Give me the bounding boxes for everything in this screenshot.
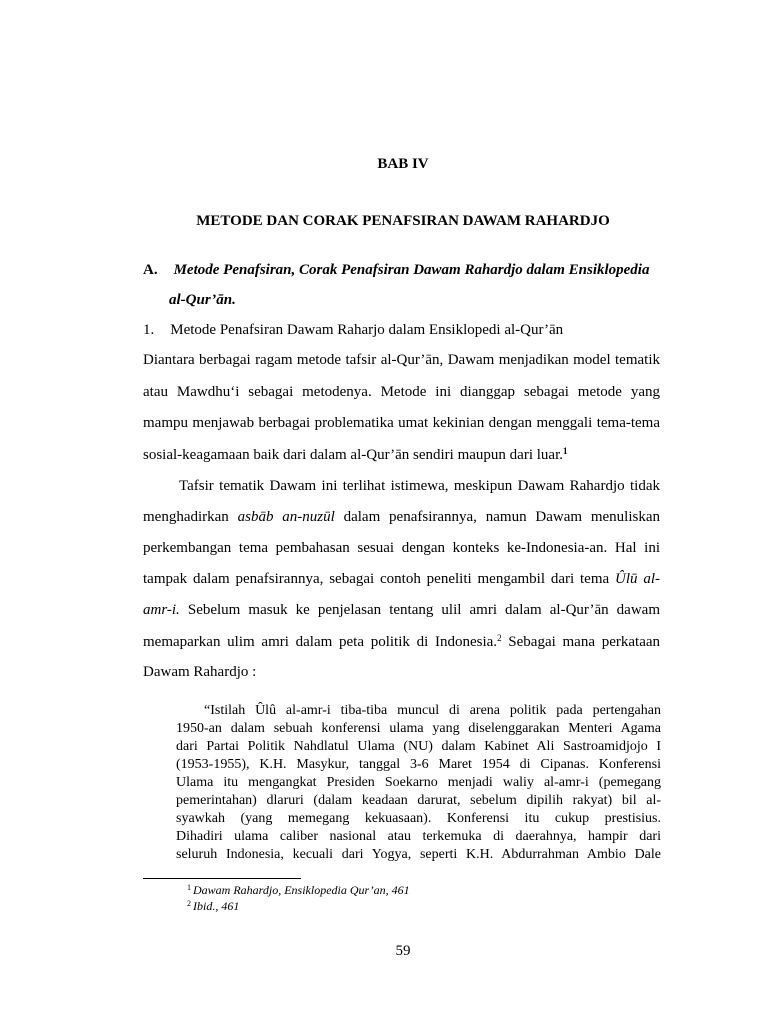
footnote-separator <box>143 878 301 879</box>
body-text: tampak dalam penafsirannya, sebagai contoh peneliti mengambil dari tema <box>143 571 610 587</box>
italic-term: Ûlū al- <box>615 571 661 587</box>
quote-line: “Istilah Ûlû al-amr-i tiba-tiba muncul di arena politik pada pertengahan <box>204 703 661 718</box>
body-line: Tafsir tematik Dawam ini terlihat istimewa, meskipun Dawam Rahardjo tidak <box>179 478 660 494</box>
footnote-ref: 1 <box>563 446 568 456</box>
body-text: Sebagai mana perkataan <box>508 634 661 650</box>
body-line: Diantara berbagai ragam metode tafsir al-Qur’ān, Dawam menjadikan model tematik <box>143 352 660 368</box>
footnote-number: 2 <box>187 899 191 908</box>
body-line: atau Mawdhu‘i sebagai metodenya. Metode ini dianggap sebagai metode yang <box>143 384 660 400</box>
quote-line: pemerintahan) dlaruri (dalam keadaan darurat, sebelum dipilih rakyat) bil al- <box>176 793 661 808</box>
body-text: Sebelum masuk ke penjelasan tentang ulil amri dalam al-Qur’ān dawam <box>187 602 660 618</box>
subsection-marker: 1. <box>143 322 155 338</box>
chapter-title: METODE DAN CORAK PENAFSIRAN DAWAM RAHARDJO <box>196 213 610 229</box>
body-line <box>143 602 660 619</box>
body-line <box>143 571 660 588</box>
body-text: memaparkan ulim amri dalam peta politik di Indonesia.$^2$ <box>143 633 502 650</box>
italic-term: asbāb an-nuzūl <box>237 509 335 525</box>
quote-line: dari Partai Politik Nahdlatul Ulama (NU) dalam Kabinet Ali Sastroamidjojo I <box>176 739 661 754</box>
body-line: perkembangan tema pembahasan sesuai dengan konteks ke-Indonesia-an. Hal ini <box>143 540 660 556</box>
section-title-line-1: Metode Penafsiran, Corak Penafsiran Dawam Rahardjo dalam Ensiklopedia <box>173 262 650 278</box>
footnote-text: Dawam Rahardjo, Ensiklopedia Qur’an, 461 <box>193 883 410 897</box>
footnote-ref: 2 <box>497 633 502 643</box>
body-text: sosial-keagamaan baik dari dalam al-Qur’ān sendiri maupun dari luar. <box>143 447 563 463</box>
section-a-heading <box>143 262 649 279</box>
footnote <box>187 883 410 898</box>
body-text: dalam penafsirannya, namun Dawam menuliskan <box>343 509 660 525</box>
body-line: mampu menjawab berbagai problematika umat kekinian dengan menggali tema-tema <box>143 415 660 431</box>
quote-line: syawkah (yang memegang kekuasaan). Konferensi itu cukup prestisius. <box>176 811 661 826</box>
quote-line: seluruh Indonesia, kecuali dari Yogya, seperti K.H. Abdurrahman Ambio Dale <box>176 847 661 862</box>
subsection-title: Metode Penafsiran Dawam Raharjo dalam Ensiklopedi al-Qur’ān <box>170 322 564 338</box>
quote-line: Dihadiri ulama caliber nasional atau terkemuka di daerahnya, hampir dari <box>176 829 661 844</box>
footnote-number: 1 <box>187 883 191 892</box>
chapter-heading: BAB IV <box>377 156 429 172</box>
page-number: 59 <box>395 943 411 959</box>
body-line <box>143 633 660 651</box>
footnote <box>187 899 239 914</box>
section-marker: A. <box>143 262 158 278</box>
subsection-1-heading <box>143 322 563 339</box>
quote-line: 1950-an dalam sebuah konferensi ulama yang diselenggarakan Menteri Agama <box>176 721 661 736</box>
footnote-text: Ibid., 461 <box>193 899 240 913</box>
section-title-line-2: al-Qur’ān. <box>169 292 236 308</box>
body-line <box>143 446 660 464</box>
body-text: menghadirkan <box>143 509 229 525</box>
quote-line: (1953-1955), K.H. Masykur, tanggal 3-6 Maret 1954 di Cipanas. Konferensi <box>176 757 661 772</box>
italic-term: amr-i. <box>143 602 180 618</box>
body-line: Dawam Rahardjo : <box>143 664 257 680</box>
quote-line: Ulama itu mengangkat Presiden Soekarno menjadi waliy al-amr-i (pemegang <box>176 775 661 790</box>
body-line <box>143 509 660 526</box>
